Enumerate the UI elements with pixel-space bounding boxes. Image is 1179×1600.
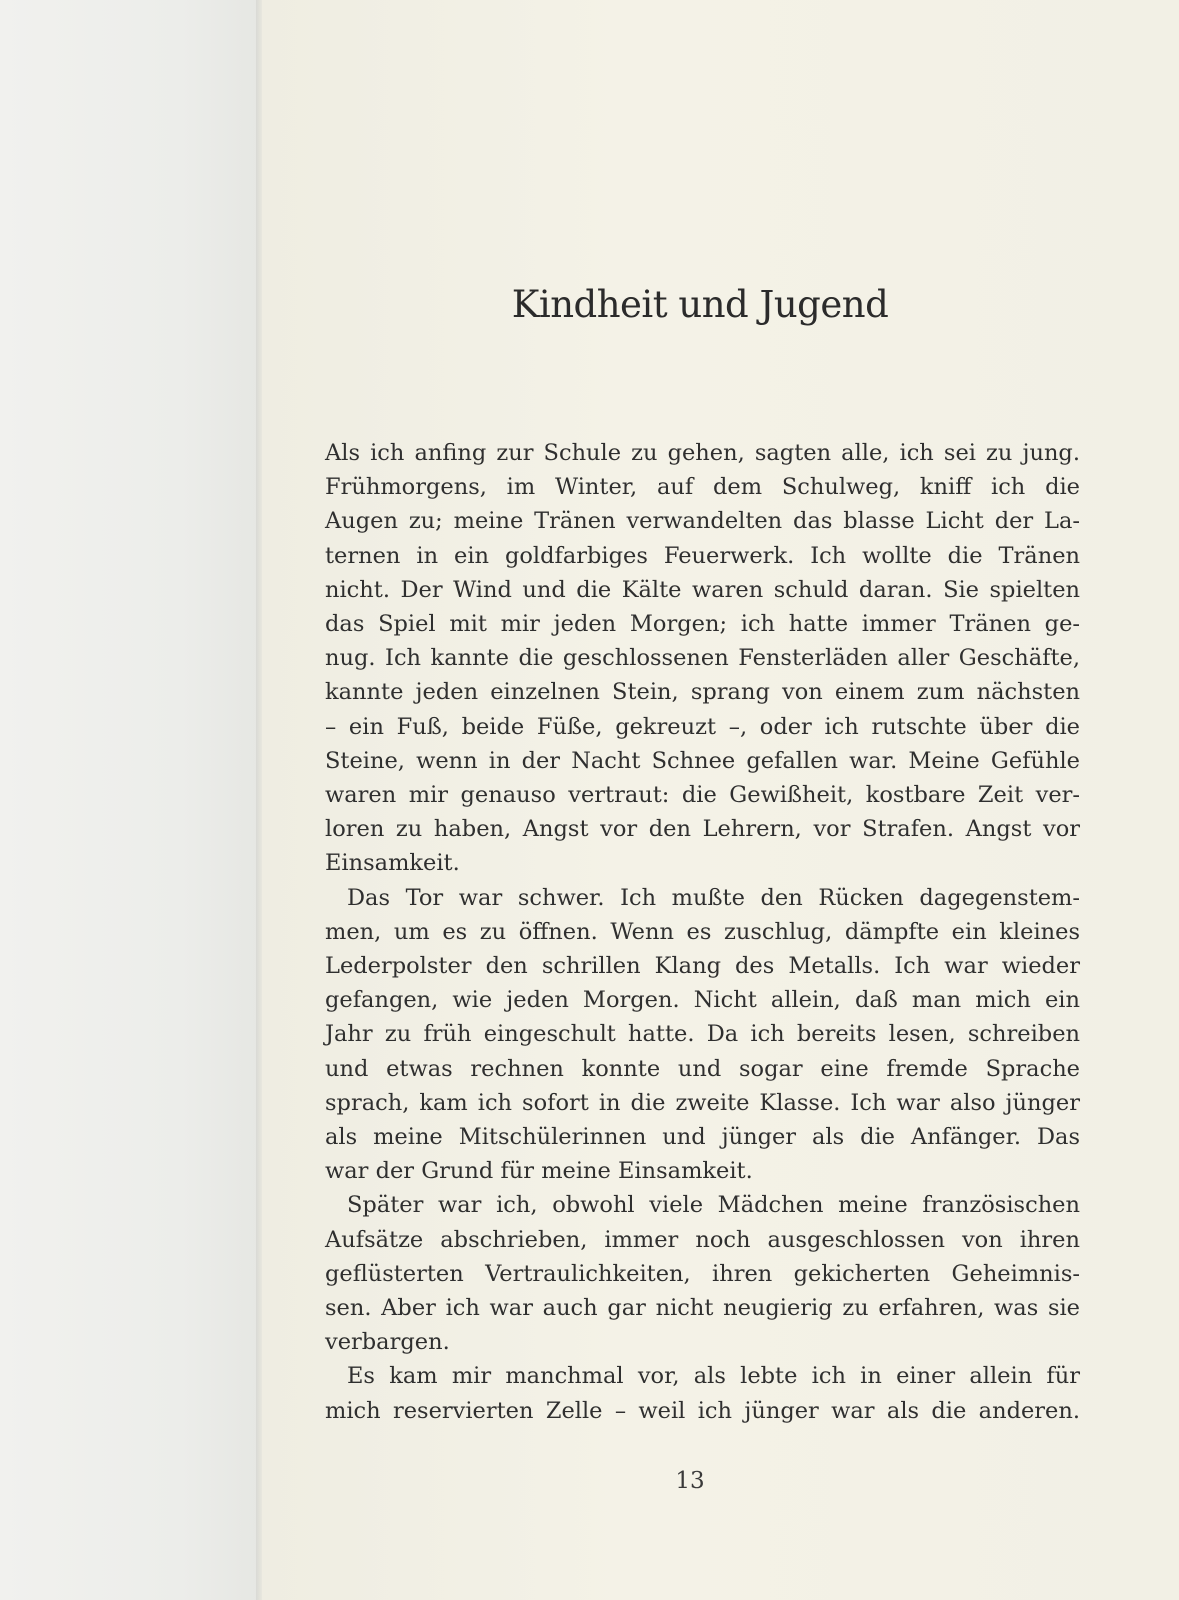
text-line: Steine, wenn in der Nacht Schnee gefallen war. Meine Gefühle bbox=[325, 747, 1080, 774]
chapter-title: Kindheit und Jugend bbox=[511, 283, 889, 326]
paragraph-1 bbox=[325, 436, 1080, 881]
text-line: sprach, kam ich sofort in die zweite Klasse. Ich war also jünger bbox=[325, 1089, 1080, 1116]
text-line: war der Grund für meine Einsamkeit. bbox=[325, 1158, 753, 1185]
body-text bbox=[325, 436, 1080, 1428]
text-line: ternen in ein goldfarbiges Feuerwerk. Ich wollte die Tränen bbox=[325, 542, 1080, 569]
left-page bbox=[0, 0, 258, 1600]
text-line: nug. Ich kannte die geschlossenen Fensterläden aller Geschäfte, bbox=[325, 645, 1080, 672]
paragraph-3 bbox=[325, 1188, 1080, 1359]
text-line: Frühmorgens, im Winter, auf dem Schulweg, kniff ich die bbox=[325, 474, 1080, 501]
text-line: waren mir genauso vertraut: die Gewißheit, kostbare Zeit ver- bbox=[325, 782, 1080, 809]
text-line: das Spiel mit mir jeden Morgen; ich hatte immer Tränen ge- bbox=[325, 611, 1080, 638]
text-line: und etwas rechnen konnte und sogar eine fremde Sprache bbox=[325, 1055, 1080, 1082]
text-line: – ein Fuß, beide Füße, gekreuzt –, oder ich rutschte über die bbox=[325, 713, 1080, 740]
paragraph-2 bbox=[325, 881, 1080, 1189]
paragraph-4 bbox=[325, 1359, 1080, 1427]
text-line: als meine Mitschülerinnen und jünger als die Anfänger. Das bbox=[325, 1124, 1080, 1151]
text-line: sen. Aber ich war auch gar nicht neugierig zu erfahren, was sie bbox=[325, 1295, 1080, 1322]
text-line: Einsamkeit. bbox=[325, 850, 460, 877]
text-line: Es kam mir manchmal vor, als lebte ich in einer allein für bbox=[347, 1363, 1080, 1390]
text-line: Lederpolster den schrillen Klang des Metalls. Ich war wieder bbox=[325, 953, 1080, 980]
text-line: mich reservierten Zelle – weil ich jünger war als die anderen. bbox=[325, 1397, 1080, 1424]
text-line: Als ich anfing zur Schule zu gehen, sagten alle, ich sei zu jung. bbox=[325, 440, 1080, 466]
text-line: kannte jeden einzelnen Stein, sprang von einem zum nächsten bbox=[325, 679, 1080, 706]
text-line: men, um es zu öffnen. Wenn es zuschlug, dämpfte ein kleines bbox=[325, 918, 1080, 945]
text-line: Aufsätze abschrieben, immer noch ausgeschlossen von ihren bbox=[325, 1226, 1080, 1253]
text-line: nicht. Der Wind und die Kälte waren schuld daran. Sie spielten bbox=[325, 576, 1080, 603]
text-line: Jahr zu früh eingeschult hatte. Da ich bereits lesen, schreiben bbox=[325, 1021, 1080, 1048]
page-number: 13 bbox=[675, 1468, 705, 1494]
text-line: verbargen. bbox=[325, 1329, 450, 1356]
text-line: Das Tor war schwer. Ich mußte den Rücken dagegenstem- bbox=[347, 884, 1080, 911]
text-line: gefangen, wie jeden Morgen. Nicht allein, daß man mich ein bbox=[325, 987, 1080, 1014]
text-line: geflüsterten Vertraulichkeiten, ihren gekicherten Geheimnis- bbox=[325, 1260, 1080, 1287]
text-line: Später war ich, obwohl viele Mädchen meine französischen bbox=[347, 1192, 1080, 1219]
text-line: Augen zu; meine Tränen verwandelten das blasse Licht der La- bbox=[325, 508, 1080, 535]
text-line: loren zu haben, Angst vor den Lehrern, vor Strafen. Angst vor bbox=[325, 816, 1080, 843]
